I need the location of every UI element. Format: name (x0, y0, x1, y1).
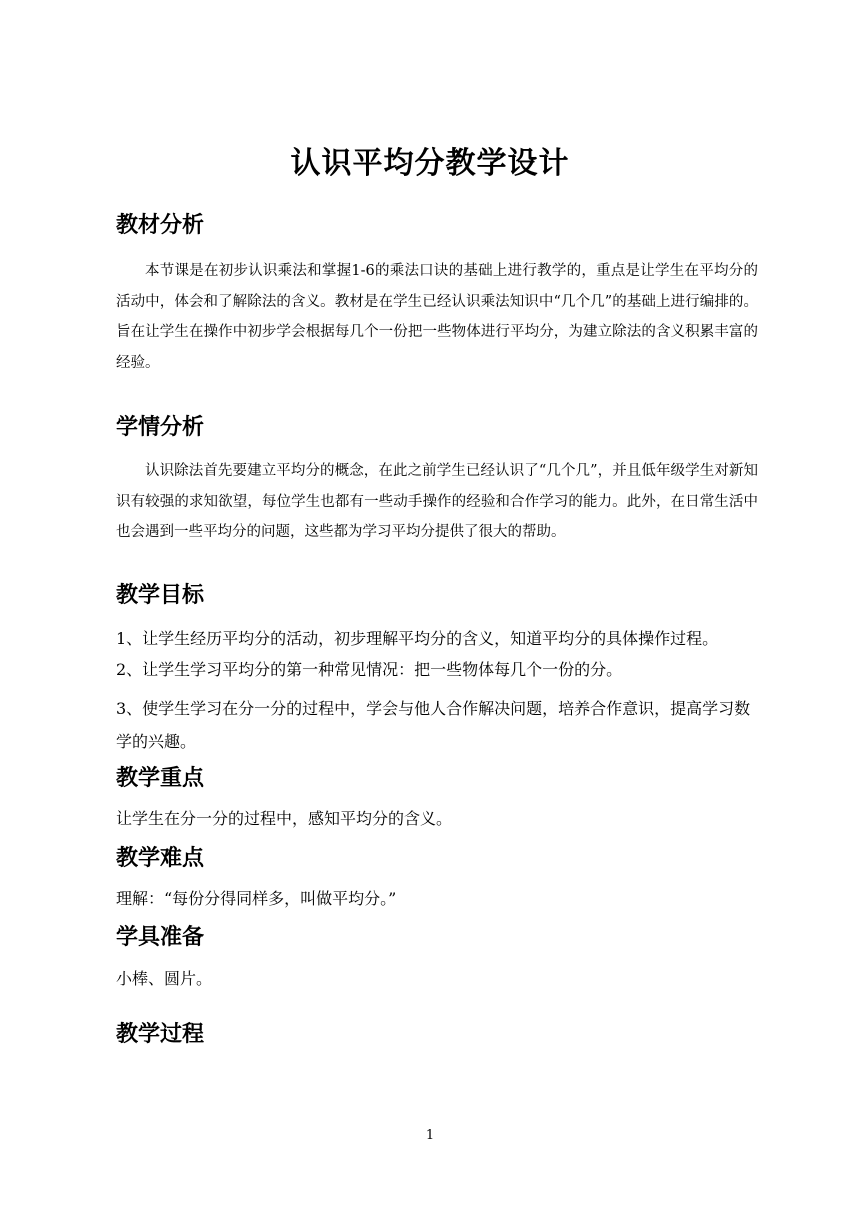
goal-item-3: 3、使学生学习在分一分的过程中，学会与他人合作解决问题，培养合作意识，提高学习数学的兴趣。 (116, 699, 751, 751)
heading-key-points: 教学重点 (116, 766, 205, 791)
heading-tools: 学具准备 (116, 925, 205, 950)
heading-student-analysis: 学情分析 (116, 415, 205, 440)
page-number: 1 (425, 1128, 435, 1143)
goal-item-2: 2、让学生学习平均分的第一种常见情况：把一些物体每几个一份的分。 (116, 660, 623, 679)
heading-teaching-process: 教学过程 (116, 1022, 205, 1047)
paragraph-student-analysis: 认识除法首先要建立平均分的概念，在此之前学生已经认识了“几个几”，并且低年级学生对新知识有较强的求知欲望，每位学生也都有一些动手操作的经验和合作学习的能力。此外，在日常生活中也会遇到一些平均分的问题，这些都为学习平均分提供了很大的帮助。 (116, 463, 758, 540)
paragraph-material-analysis: 本节课是在初步认识乘法和掌握1-6的乘法口诀的基础上进行教学的，重点是让学生在平均分的活动中，体会和了解除法的含义。教材是在学生已经认识乘法知识中“几个几”的基础上进行编排的。旨在让学生在操作中初步学会根据每几个一份把一些物体进行平均分，为建立除法的含义积累丰富的经验。 (116, 263, 758, 371)
tools-text: 小棒、圆片。 (116, 969, 213, 988)
goal-item-1: 1、让学生经历平均分的活动，初步理解平均分的含义，知道平均分的具体操作过程。 (116, 629, 719, 648)
heading-difficulty: 教学难点 (116, 846, 205, 871)
page-title: 认识平均分教学设计 (290, 146, 570, 181)
difficulty-text: 理解：“每份分得同样多，叫做平均分。” (116, 889, 397, 908)
key-points-text: 让学生在分一分的过程中，感知平均分的含义。 (116, 809, 453, 828)
heading-teaching-goals: 教学目标 (116, 583, 205, 608)
heading-material-analysis: 教材分析 (116, 213, 205, 238)
